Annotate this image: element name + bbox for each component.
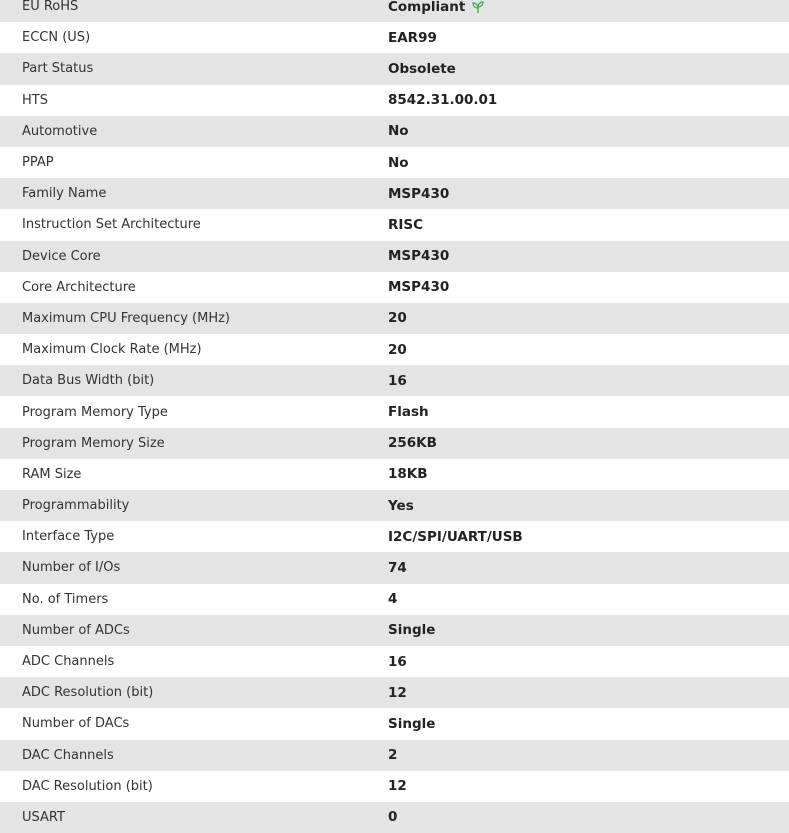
spec-row-family-name (0, 178, 789, 209)
spec-label: Number of ADCs (22, 622, 130, 638)
spec-row-device-core (0, 241, 789, 272)
spec-label: Maximum Clock Rate (MHz) (22, 342, 202, 358)
spec-row-eu-rohs (0, 0, 789, 22)
spec-label: RAM Size (22, 466, 82, 482)
spec-row-isa (0, 209, 789, 240)
spec-row-eccn (0, 22, 789, 53)
spec-value: MSP430 (388, 185, 450, 202)
spec-value: 20 (388, 310, 407, 327)
spec-row-ram-size (0, 459, 789, 490)
spec-value: Single (388, 715, 436, 732)
spec-value: Yes (388, 497, 414, 514)
spec-row-interface-type (0, 521, 789, 552)
spec-label: Interface Type (22, 529, 115, 545)
spec-label: Data Bus Width (bit) (22, 373, 155, 389)
spec-label: Core Architecture (22, 279, 136, 295)
spec-label: HTS (22, 92, 48, 108)
spec-value: 12 (388, 684, 407, 701)
spec-row-ppap (0, 147, 789, 178)
spec-value: 2 (388, 747, 398, 764)
spec-row-data-bus-width (0, 365, 789, 396)
spec-label: PPAP (22, 155, 54, 171)
spec-value: 0 (388, 809, 398, 826)
spec-value: No (388, 154, 409, 171)
spec-value-wrapper (388, 0, 789, 15)
spec-label: ADC Resolution (bit) (22, 685, 154, 701)
spec-row-automotive (0, 116, 789, 147)
spec-row-dac-channels (0, 740, 789, 771)
spec-value: 18KB (388, 466, 428, 483)
spec-value: 16 (388, 372, 407, 389)
spec-value: MSP430 (388, 248, 450, 265)
spec-value: Single (388, 622, 436, 639)
spec-value: No (388, 123, 409, 140)
spec-value: EAR99 (388, 29, 437, 46)
spec-label: Programmability (22, 498, 130, 514)
spec-label: Program Memory Type (22, 404, 168, 420)
spec-label: Maximum CPU Frequency (MHz) (22, 310, 230, 326)
spec-value: 256KB (388, 435, 437, 452)
spec-value: RISC (388, 216, 424, 233)
spec-row-program-memory-type (0, 396, 789, 427)
spec-row-number-of-ios (0, 552, 789, 583)
spec-label: Number of I/Os (22, 560, 121, 576)
spec-value: 74 (388, 559, 407, 576)
spec-value: 8542.31.00.01 (388, 92, 498, 109)
spec-label: Family Name (22, 186, 107, 202)
spec-row-number-of-dacs (0, 708, 789, 739)
spec-label: DAC Channels (22, 747, 114, 763)
spec-label: Program Memory Size (22, 435, 165, 451)
spec-row-number-of-adcs (0, 615, 789, 646)
spec-row-program-memory-size (0, 428, 789, 459)
spec-label: Automotive (22, 123, 98, 139)
spec-row-number-of-timers (0, 584, 789, 615)
spec-label: Device Core (22, 248, 101, 264)
leaf-icon (471, 0, 485, 14)
spec-label: No. of Timers (22, 591, 109, 607)
spec-row-dac-resolution (0, 771, 789, 802)
spec-value: Flash (388, 404, 429, 421)
spec-row-adc-channels (0, 646, 789, 677)
spec-row-part-status (0, 53, 789, 84)
spec-value: MSP430 (388, 279, 450, 296)
spec-value: 4 (388, 591, 398, 608)
spec-row-hts (0, 85, 789, 116)
spec-label: EU RoHS (22, 0, 79, 15)
spec-row-programmability (0, 490, 789, 521)
spec-value: 16 (388, 653, 407, 670)
spec-value: 12 (388, 778, 407, 795)
spec-label: Instruction Set Architecture (22, 217, 201, 233)
spec-value: Compliant (388, 0, 466, 15)
spec-value: 20 (388, 341, 407, 358)
spec-value: Obsolete (388, 60, 456, 77)
spec-value: I2C/SPI/UART/USB (388, 528, 523, 545)
spec-label: Number of DACs (22, 716, 130, 732)
spec-row-usart (0, 802, 789, 833)
spec-row-core-architecture (0, 272, 789, 303)
spec-label: DAC Resolution (bit) (22, 778, 153, 794)
spec-row-adc-resolution (0, 677, 789, 708)
spec-label: ECCN (US) (22, 30, 91, 46)
spec-label: Part Status (22, 61, 94, 77)
spec-label: USART (22, 809, 65, 825)
spec-label: ADC Channels (22, 654, 115, 670)
spec-row-max-clock-rate (0, 334, 789, 365)
spec-row-max-cpu-frequency (0, 303, 789, 334)
